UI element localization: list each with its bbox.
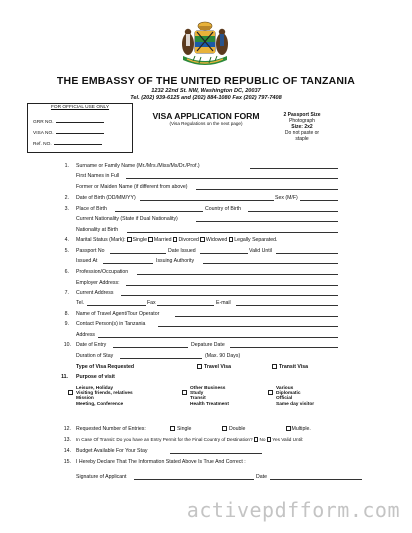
watermark: activepdfform.com — [186, 498, 400, 522]
current-address-field[interactable] — [121, 295, 338, 296]
item-number: 3. — [64, 206, 69, 212]
travel-visa-label: Travel Visa — [203, 364, 231, 370]
current-nationality-field[interactable] — [196, 221, 338, 222]
current-nationality-label: Current Nationality (State if Dual Nationality) — [76, 216, 178, 222]
purpose-option: Other Business — [190, 386, 226, 391]
purpose-option: Health Treatment — [190, 401, 229, 407]
transit-visa-option[interactable] — [272, 364, 308, 370]
separated-label: Legally Separated. — [234, 237, 278, 243]
travel-visa-option[interactable] — [197, 364, 231, 370]
contact-field[interactable] — [158, 326, 338, 327]
entry-double-option[interactable] — [222, 426, 245, 432]
transit-question — [76, 437, 303, 442]
travel-agent-label: Name of Travel Agent/Tour Operator — [76, 311, 160, 317]
item-number: 5. — [64, 248, 69, 254]
entry-multiple-label: Multiple. — [291, 426, 311, 432]
passport-no-field[interactable] — [110, 253, 166, 254]
married-label: Married — [153, 237, 172, 243]
item-number: 6. — [64, 269, 69, 275]
entry-double-checkbox[interactable] — [222, 426, 227, 431]
date-field[interactable] — [270, 479, 362, 480]
valid-until-label: Valid Until — [249, 248, 272, 254]
item-number: 13. — [63, 437, 71, 443]
issued-at-field[interactable] — [103, 263, 153, 264]
nationality-birth-field[interactable] — [127, 232, 338, 233]
transit-question-label: In Case Of Transit: Do you have an Entry Permit for the Final Country of Destination? — [76, 437, 253, 442]
email-field[interactable] — [236, 305, 338, 306]
purpose-option: Diplomatic — [276, 391, 301, 397]
travel-agent-field[interactable] — [175, 316, 338, 317]
entry-single-option[interactable] — [170, 426, 191, 432]
widowed-checkbox[interactable] — [200, 237, 205, 242]
item-number: 14. — [63, 448, 71, 454]
pob-label: Place of Birth — [76, 206, 107, 212]
purpose-option: Leisure, Holiday — [76, 386, 114, 391]
declaration-label: I Hereby Declare That The Information Stated Above Is True And Correct : — [76, 459, 246, 465]
item-number: 11. — [61, 374, 68, 380]
purpose-label: Purpose of visit — [76, 374, 115, 380]
issued-at-label: Issued At — [76, 258, 98, 264]
date-issued-label: Date Issued — [168, 248, 196, 254]
current-address-label: Current Address — [76, 290, 114, 296]
purpose-options — [76, 386, 358, 418]
transit-no-checkbox[interactable] — [254, 437, 259, 442]
date-issued-field[interactable] — [200, 253, 248, 254]
purpose-col2-checkbox[interactable] — [182, 390, 187, 395]
ref-no-label: Ref. NO. — [33, 142, 52, 147]
max-days-label: (Max. 90 Days) — [205, 353, 241, 359]
pob-field[interactable] — [115, 211, 203, 212]
transit-no-label: No — [259, 437, 266, 442]
first-names-field[interactable] — [126, 178, 338, 179]
visa-no-label: VISA NO. — [33, 131, 54, 136]
purpose-col1 — [76, 386, 133, 407]
fax-label: Fax — [147, 300, 156, 306]
purpose-option: Same day visitor — [276, 401, 315, 407]
single-label: Single — [132, 237, 147, 243]
embassy-phone: Tel. (202) 939-6125 and (202) 884-1080 Fax (202) 797-7408 — [130, 95, 282, 101]
email-label: E-mail — [216, 300, 231, 306]
nationality-birth-label: Nationality at Birth — [76, 227, 119, 233]
issuing-authority-label: Issuing Authority — [156, 258, 195, 264]
contact-label: Contact Person(s) in Tanzania — [76, 321, 146, 327]
item-number: 8. — [64, 311, 69, 317]
sex-label: Sex (M/F) — [275, 195, 298, 201]
widowed-label: Widowed — [205, 237, 228, 243]
fax-field[interactable] — [157, 305, 214, 306]
address-field[interactable] — [98, 337, 338, 338]
transit-visa-checkbox[interactable] — [272, 364, 277, 369]
transit-visa-label: Transit Visa — [278, 364, 308, 370]
item-number: 9. — [64, 321, 69, 327]
first-names-label: First Names in Full — [76, 173, 120, 179]
grr-label: GRR NO. — [33, 120, 54, 125]
dob-field[interactable] — [140, 200, 274, 201]
purpose-option: Visiting friends, relatives — [76, 391, 133, 397]
address-label: Address — [76, 332, 96, 338]
travel-visa-checkbox[interactable] — [197, 364, 202, 369]
entries-label: Requested Number of Entries: — [76, 426, 146, 432]
marital-status-label: Marital Status (Mark): — [76, 237, 126, 243]
cob-field[interactable] — [248, 211, 338, 212]
duration-label: Duration of Stay — [76, 353, 114, 359]
signature-field[interactable] — [134, 479, 254, 480]
surname-field[interactable] — [250, 168, 338, 169]
purpose-option: Mission — [76, 396, 94, 402]
entry-date-field[interactable] — [113, 347, 188, 348]
item-number: 1. — [64, 163, 69, 169]
employer-label: Employer Address: — [76, 280, 120, 286]
transit-valid-until-label: Valid Until: — [281, 437, 304, 442]
photo-line-1: 2 Passport Size — [283, 112, 321, 118]
former-name-label: Former or Maiden Name (if different from above) — [76, 184, 188, 190]
form-subtitle: (Visa Regulations on the next page) — [169, 121, 243, 126]
purpose-col3 — [276, 386, 314, 407]
purpose-col3-checkbox[interactable] — [268, 390, 273, 395]
photo-line-2: Photograph — [289, 118, 315, 124]
budget-field[interactable] — [170, 453, 262, 454]
item-number: 15. — [63, 459, 71, 465]
purpose-option: Various — [276, 386, 294, 391]
item-number: 10. — [63, 342, 71, 348]
duration-field[interactable] — [120, 358, 202, 359]
entry-multiple-checkbox[interactable] — [286, 426, 291, 431]
separated-checkbox[interactable] — [229, 237, 234, 242]
profession-label: Profession/Occupation — [76, 269, 129, 275]
item-number: 12. — [63, 426, 71, 432]
tel-label: Tel. — [76, 300, 85, 306]
purpose-col2 — [190, 386, 229, 407]
entry-single-label: Single — [176, 426, 192, 432]
divorced-checkbox[interactable] — [173, 237, 178, 242]
photo-line-5: staple — [295, 136, 309, 142]
dob-label: Date of Birth (DD/MM/YY) — [76, 195, 136, 201]
marital-label — [76, 237, 277, 243]
departure-date-label: Depature Date — [191, 342, 225, 348]
photo-line-4: Do not paste or — [284, 130, 320, 136]
type-visa-label: Type of Visa Requested — [76, 364, 135, 370]
surname-label: Surname or Family Name (Mr./Mrs./Miss/Ms/Dr./Prof.) — [76, 163, 200, 169]
transit-yes-label: Yes — [272, 437, 280, 442]
photo-line-3: Size: 2x2 — [291, 124, 313, 130]
signature-label: Signature of Applicant — [76, 474, 127, 480]
purpose-option: Study — [190, 391, 204, 397]
issuing-authority-field[interactable] — [203, 263, 338, 264]
official-use-heading: FOR OFFICIAL USE ONLY — [50, 105, 110, 110]
divorced-label: Divorced — [178, 237, 199, 243]
purpose-option: Transit — [190, 396, 206, 402]
purpose-option: Official — [276, 396, 293, 402]
entry-single-checkbox[interactable] — [170, 426, 175, 431]
form-title: VISA APPLICATION FORM — [152, 111, 260, 121]
purpose-col1-checkbox[interactable] — [68, 390, 73, 395]
married-checkbox[interactable] — [148, 237, 153, 242]
sex-field[interactable] — [300, 200, 338, 201]
entry-multiple-option[interactable] — [286, 426, 311, 432]
purpose-option: Meeting, Conference — [76, 401, 124, 407]
embassy-title: THE EMBASSY OF THE UNITED REPUBLIC OF TANZANIA — [56, 75, 356, 87]
item-number: 4. — [64, 237, 69, 243]
entry-double-label: Double — [228, 426, 246, 432]
item-number: 2. — [64, 195, 69, 201]
departure-date-field[interactable] — [230, 347, 338, 348]
passport-no-label: Passport No — [76, 248, 105, 254]
item-number: 7. — [64, 290, 69, 296]
tel-field[interactable] — [87, 305, 146, 306]
budget-label: Budget Available For Your Stay — [76, 448, 148, 454]
date-label: Date — [256, 474, 267, 480]
transit-yes-checkbox[interactable] — [267, 437, 272, 442]
single-checkbox[interactable] — [127, 237, 132, 242]
valid-until-field[interactable] — [276, 253, 338, 254]
profession-field[interactable] — [137, 274, 338, 275]
entry-date-label: Date of Entry — [76, 342, 107, 348]
former-name-field[interactable] — [196, 189, 338, 190]
employer-field[interactable] — [126, 285, 338, 286]
embassy-address: 1232 22nd St. NW, Washington DC, 20037 — [151, 88, 261, 94]
cob-label: Country of Birth — [205, 206, 242, 212]
